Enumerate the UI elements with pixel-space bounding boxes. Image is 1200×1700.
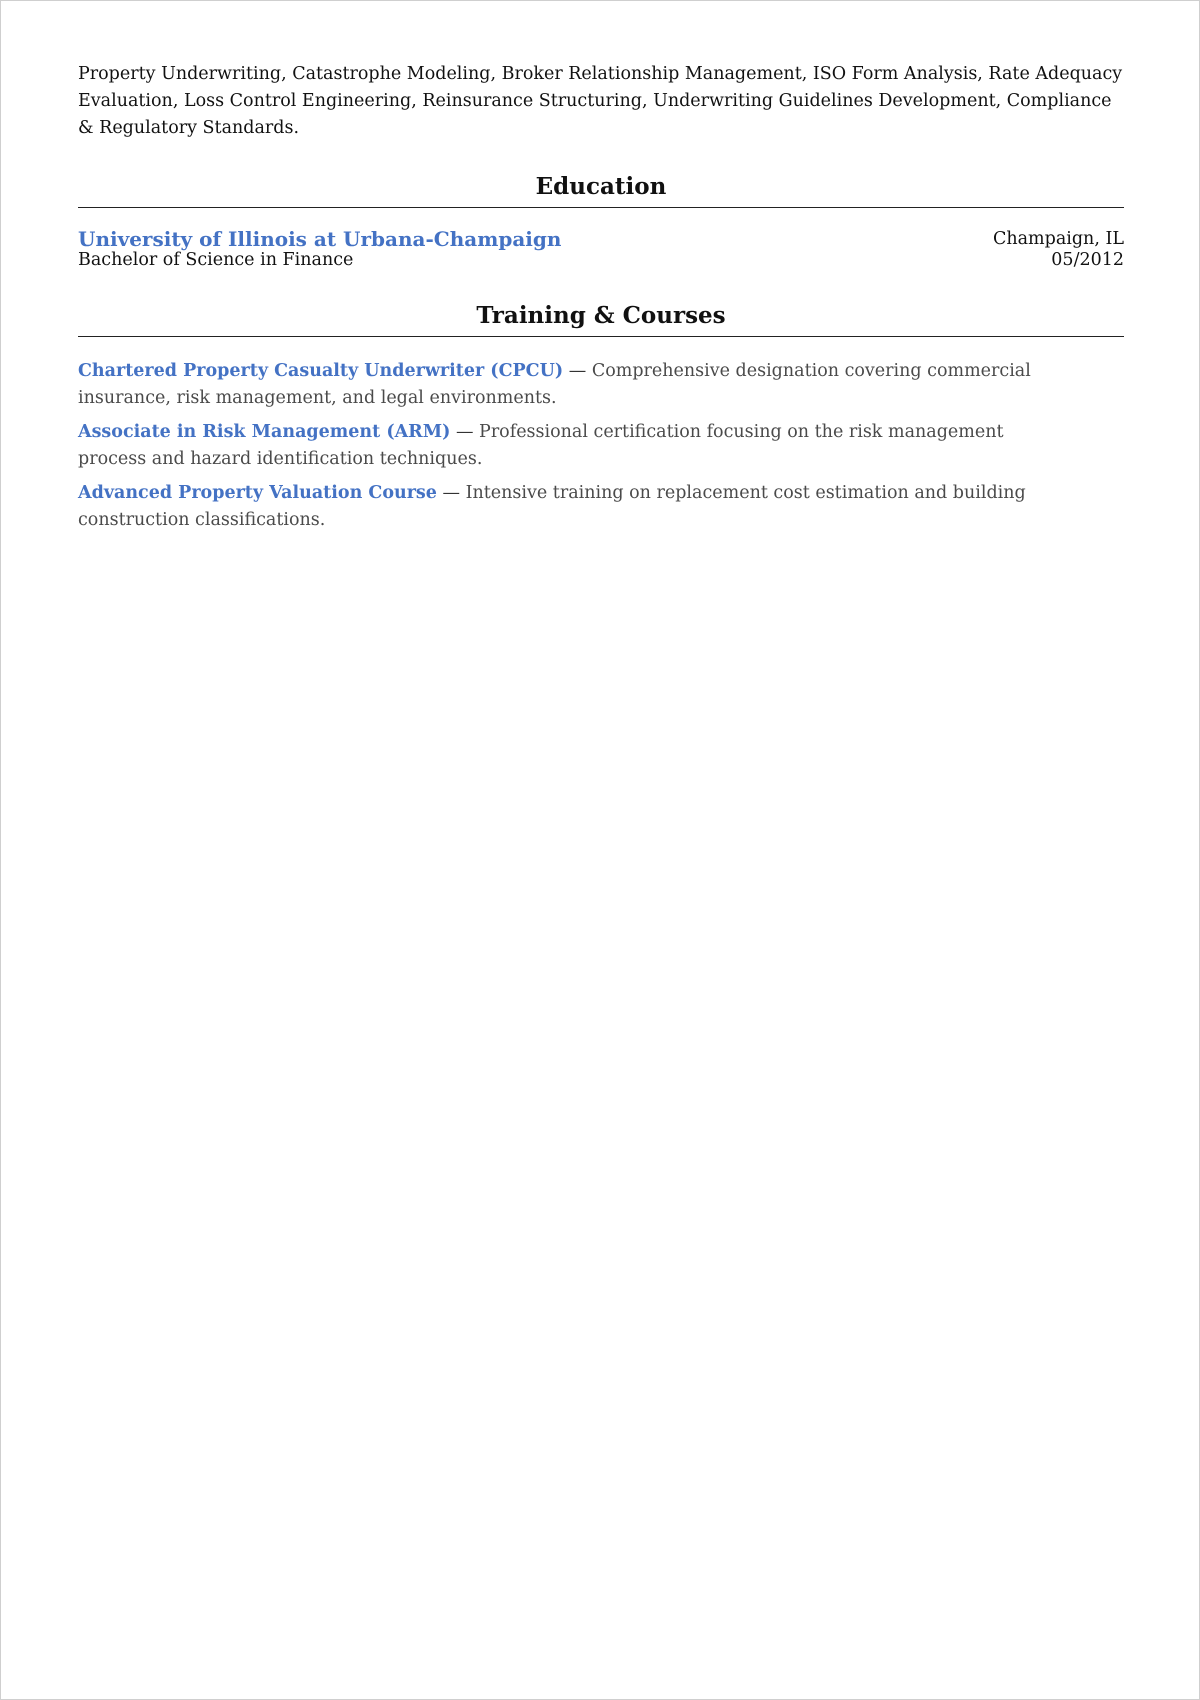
training-item <box>78 419 1124 472</box>
graduation-date: 05/2012 <box>1051 250 1124 270</box>
education-entry-left <box>78 228 561 271</box>
training-item-description: Comprehensive designation covering commercial insurance, risk management, and legal environments. <box>78 361 1031 408</box>
training-item <box>78 358 1124 411</box>
school-name: University of Illinois at Urbana-Champaign <box>78 227 562 251</box>
training-item-title: Associate in Risk Management (ARM) <box>78 422 451 442</box>
education-heading: Education <box>78 172 1124 208</box>
education-entry-right <box>993 228 1124 271</box>
training-item-separator: — <box>442 483 460 503</box>
training-item-description: Intensive training on replacement cost estimation and building construction classifications. <box>78 483 1026 530</box>
training-item-separator: — <box>568 361 587 381</box>
training-list <box>78 358 1124 533</box>
degree-name: Bachelor of Science in Finance <box>78 250 354 270</box>
resume-content <box>78 61 1124 541</box>
training-item-description: Professional certification focusing on the risk management process and hazard identification techniques. <box>78 422 1004 469</box>
training-item-title: Advanced Property Valuation Course <box>78 483 437 503</box>
training-heading: Training & Courses <box>78 301 1124 337</box>
skills-summary: Property Underwriting, Catastrophe Modeling, Broker Relationship Management, ISO Form Analysis, Rate Adequacy Evaluation, Loss Control Engineering, Reinsurance Structuring, Underwriting Guidelines Development, Compliance & Regulatory Standards. <box>78 64 1123 138</box>
training-item-separator: — <box>455 422 474 442</box>
training-item-title: Chartered Property Casualty Underwriter (CPCU) <box>78 361 564 381</box>
education-entry <box>78 228 1124 271</box>
school-location: Champaign, IL <box>992 229 1124 249</box>
training-item <box>78 480 1124 533</box>
